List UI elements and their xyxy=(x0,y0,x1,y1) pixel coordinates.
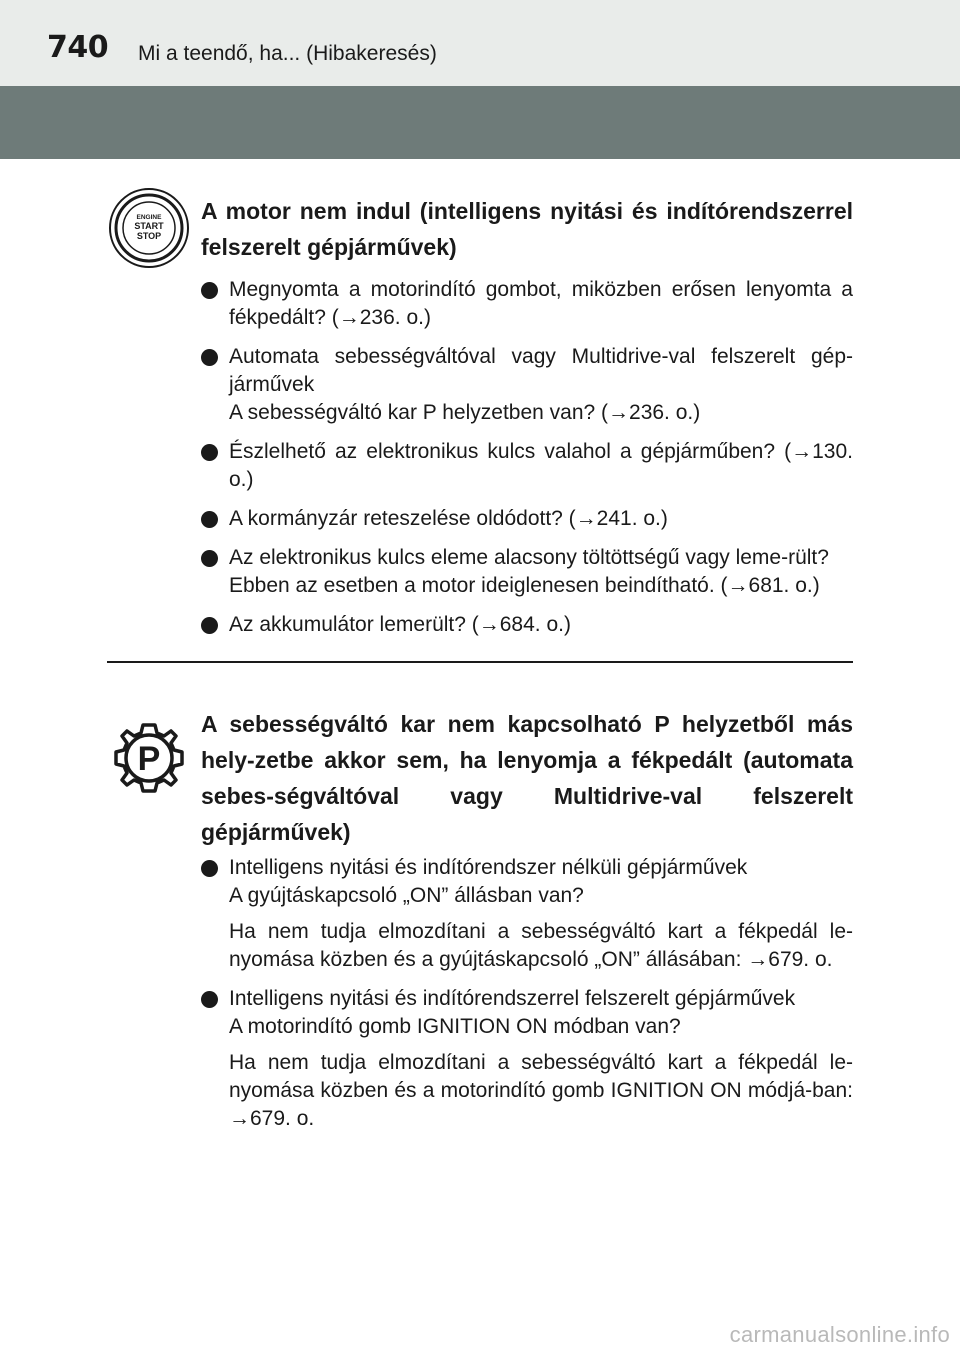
list-item-text: A sebességváltó kar P helyzetben van? (→236. o.) xyxy=(229,401,701,424)
icon-text-p: P xyxy=(137,740,161,778)
list-item-text: Az elektronikus kulcs eleme alacsony töltöttségű vagy leme-rült? xyxy=(229,546,829,569)
list-item-text: A motorindító gomb IGNITION ON módban van? xyxy=(229,1015,681,1038)
page-number: 740 xyxy=(47,30,109,65)
bullet-dot xyxy=(201,991,218,1008)
list-item xyxy=(201,611,853,639)
section-divider xyxy=(107,661,853,663)
bullet-dot xyxy=(201,617,218,634)
list-item xyxy=(201,343,853,427)
list-item xyxy=(201,544,853,600)
list-item-text: A kormányzár reteszelése oldódott? (→241. o.) xyxy=(229,507,668,530)
section-title: A sebességváltó kar nem kapcsolható P helyzetből más hely-zetbe akkor sem, ha lenyomja a fékpedált (automata sebes-ségváltóval vagy Multidrive-val felszerelt gépjárművek) xyxy=(201,711,853,845)
section-title: A motor nem indul (intelligens nyitási és indítórendszerrel felszerelt gépjárművek) xyxy=(201,198,853,260)
bullet-dot xyxy=(201,349,218,366)
bullet-dot xyxy=(201,282,218,299)
list-item-text: Intelligens nyitási és indítórendszer nélküli gépjárművek xyxy=(229,856,748,879)
section-band xyxy=(0,86,960,159)
list-item xyxy=(201,854,853,974)
icon-text-engine: ENGINE xyxy=(136,214,162,221)
bullet-dot xyxy=(201,860,218,877)
list-item-text: Megnyomta a motorindító gombot, miközben erősen lenyomta a fékpedált? (→236. o.) xyxy=(229,278,853,329)
bullet-dot xyxy=(201,444,218,461)
list-item-text: Intelligens nyitási és indítórendszerrel felszerelt gépjárművek xyxy=(229,987,796,1010)
list-item xyxy=(201,985,853,1133)
bullet-dot xyxy=(201,511,218,528)
list-item xyxy=(201,276,853,332)
park-gear-icon xyxy=(108,717,190,799)
running-header-title: Mi a teendő, ha... (Hibakeresés) xyxy=(138,42,437,65)
list-item-text: Ha nem tudja elmozdítani a sebességváltó kart a fékpedál le-nyomása közben és a motorindító gomb IGNITION ON módjá-ban: →679. o. xyxy=(229,1051,853,1130)
icon-text-start: START xyxy=(134,221,164,231)
list-item-text: Ha nem tudja elmozdítani a sebességváltó kart a fékpedál le-nyomása közben és a gyújtáskapcsoló „ON” állásában: →679. o. xyxy=(229,920,853,971)
engine-start-stop-button-icon xyxy=(107,186,191,270)
watermark-link[interactable]: carmanualsonline.info xyxy=(729,1322,950,1347)
list-item-text: A gyújtáskapcsoló „ON” állásban van? xyxy=(229,884,584,907)
icon-text-stop: STOP xyxy=(136,231,162,241)
list-item-text: Ebben az esetben a motor ideiglenesen beindítható. (→681. o.) xyxy=(229,574,820,597)
list-item xyxy=(201,438,853,494)
list-item-text: Észlelhető az elektronikus kulcs valahol a gépjárműben? (→130. o.) xyxy=(229,440,853,491)
list-item xyxy=(201,505,853,533)
list-item-text: Az akkumulátor lemerült? (→684. o.) xyxy=(229,613,571,636)
bullet-dot xyxy=(201,550,218,567)
list-item-text: Automata sebességváltóval vagy Multidrive-val felszerelt gép-járművek xyxy=(229,345,853,396)
